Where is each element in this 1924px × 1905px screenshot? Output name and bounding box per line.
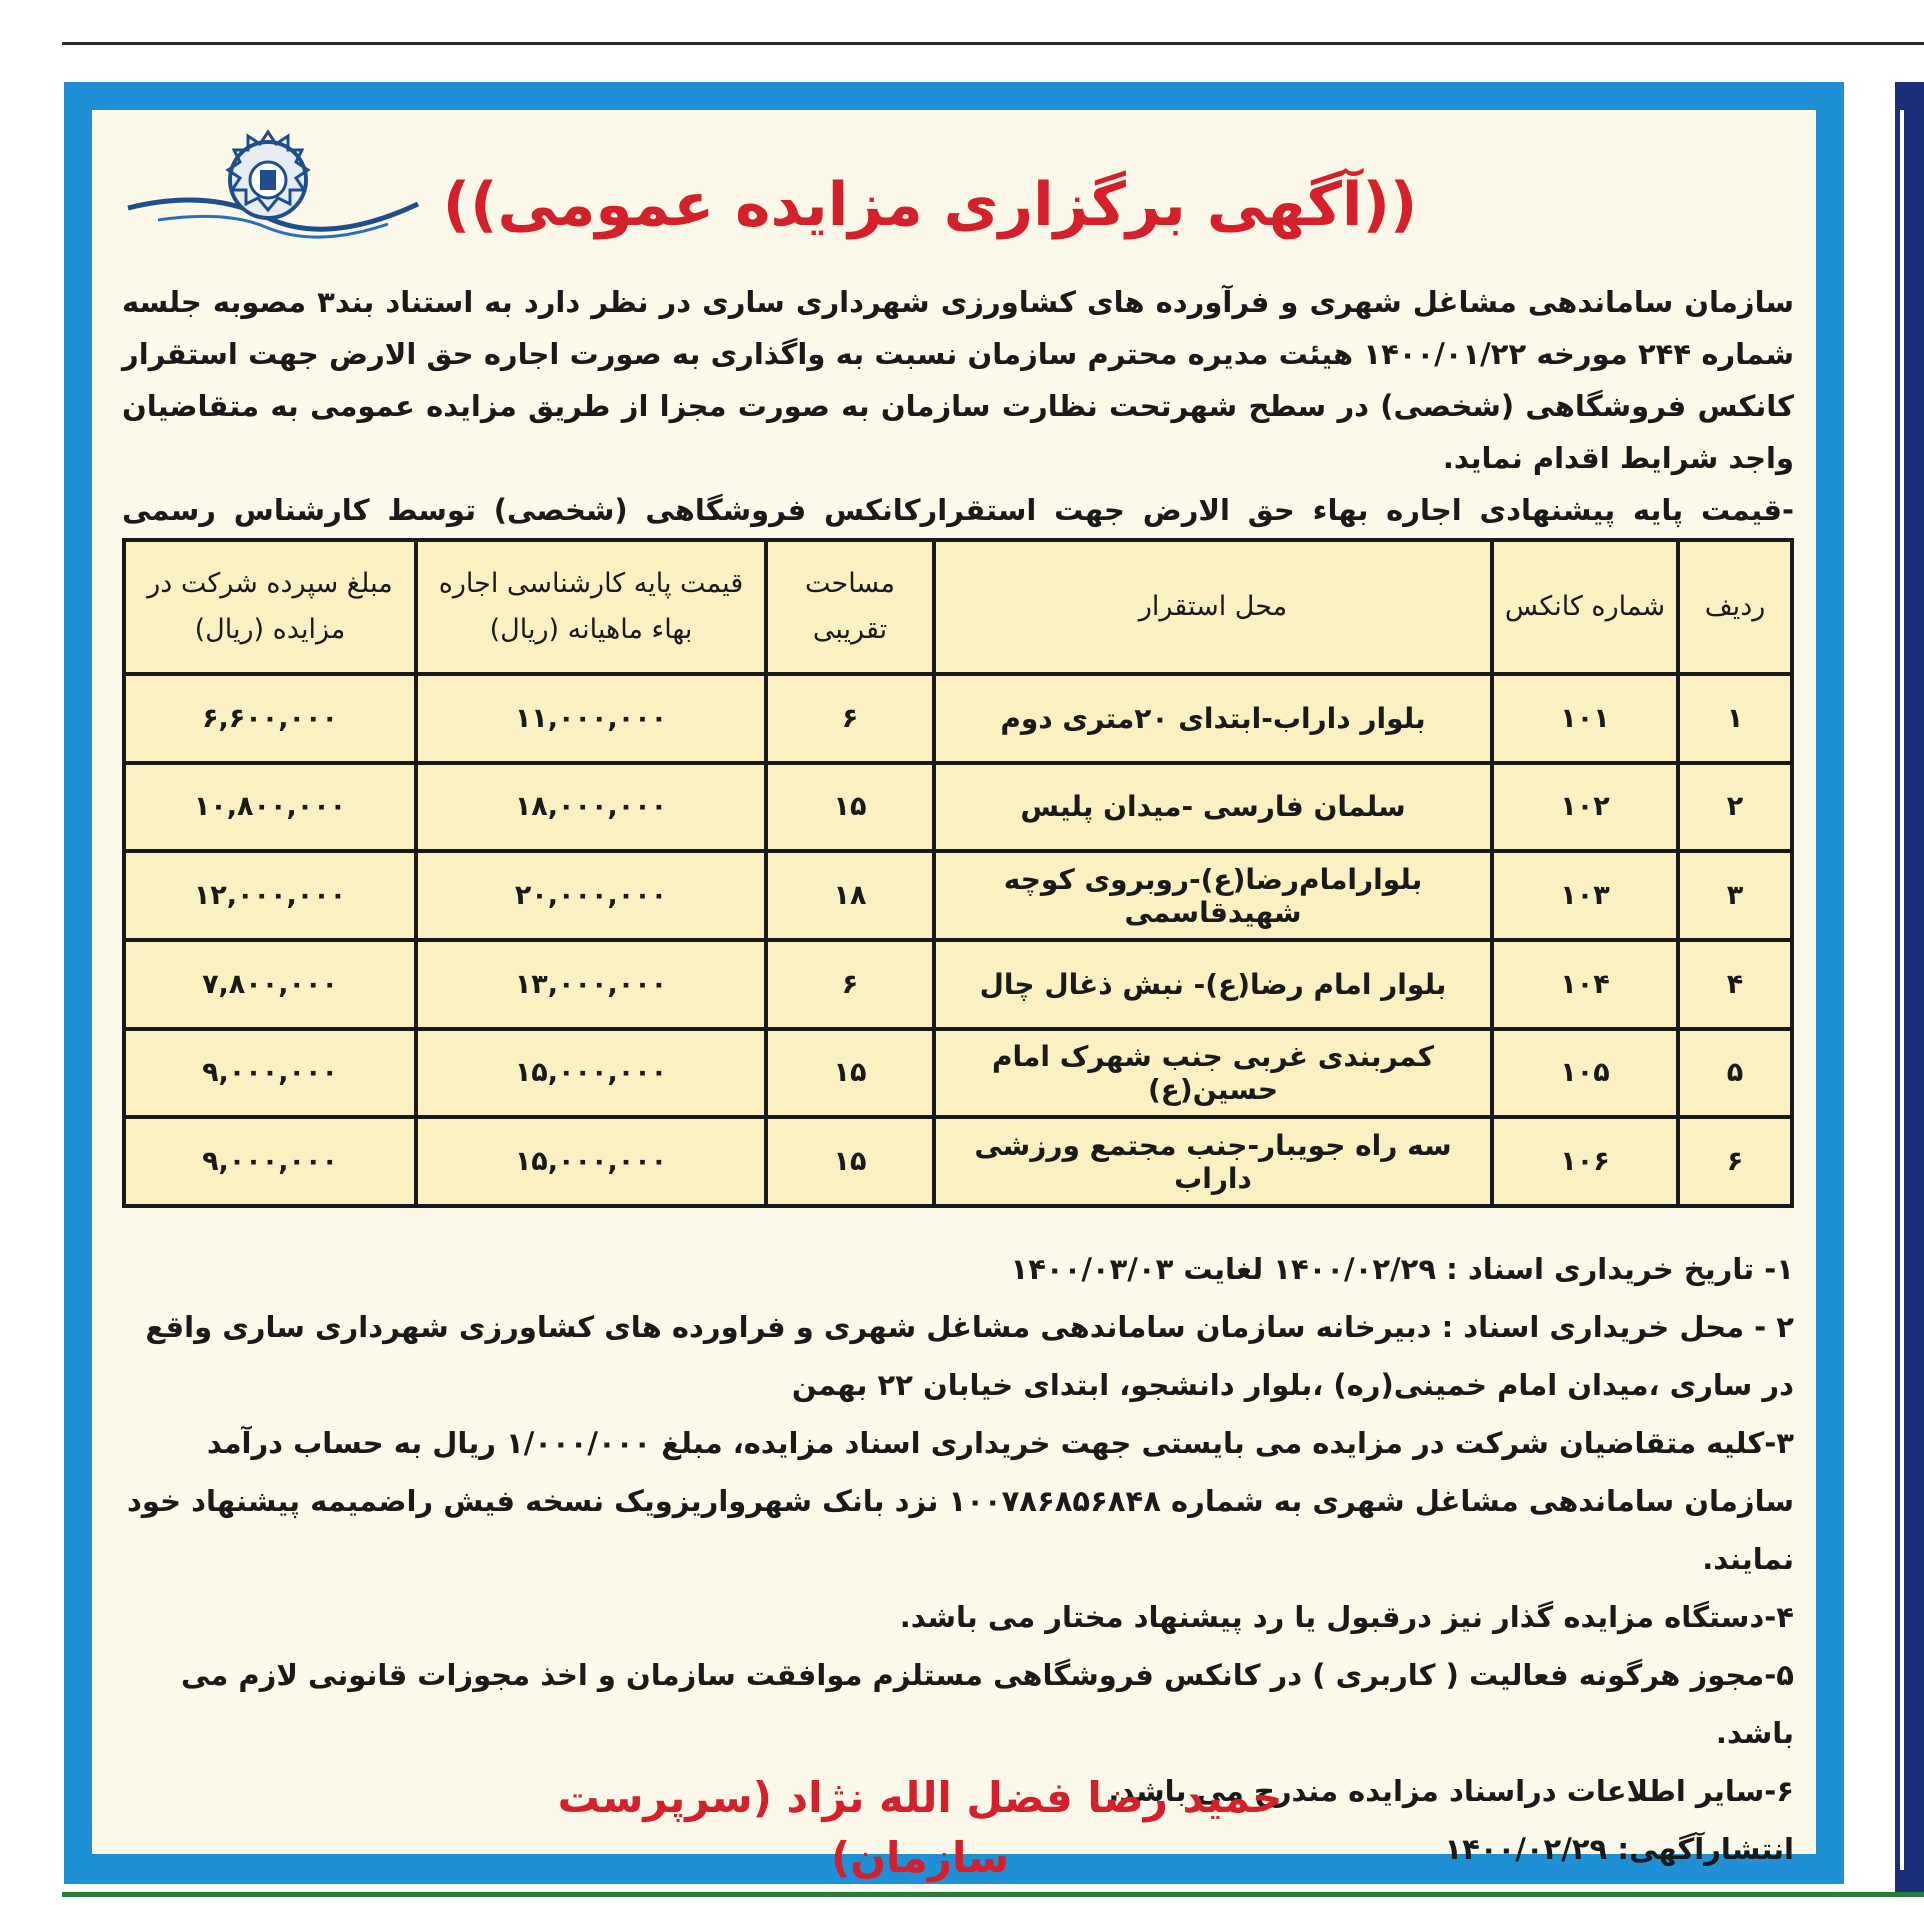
top-rule [62, 42, 1924, 45]
condition-item: ۱- تاریخ خریداری اسناد : ۱۴۰۰/۰۲/۲۹ لغایت ۱۴۰۰/۰۳/۰۳ [1010, 1252, 1794, 1286]
header-location: محل استقرار [934, 540, 1492, 674]
cell-deposit: ۱۰,۸۰۰,۰۰۰ [124, 763, 416, 852]
intro-paragraph: سازمان ساماندهی مشاغل شهری و فرآورده های کشاورزی شهرداری ساری در نظر دارد به استناد بند۳ مصوبه جلسه شماره ۲۴۴ مورخه ۱۴۰۰/۰۱/۲۲ هیئت مدیره محترم سازمان نسبت به واگذاری به صورت اجاره حق الارض جهت استقرار کانکس فروشگاهی (شخصی) در سطح شهرتحت نظارت سازمان به صورت مجزا از طریق مزایده عمومی به متقاضیان واجد شرایط اقدام نماید. [122, 285, 1794, 475]
table-row [124, 1029, 1792, 1118]
header-deposit: مبلغ سپرده شرکت در مزایده (ریال) [124, 540, 416, 674]
cell-row-no: ۵ [1678, 1029, 1792, 1118]
cell-deposit: ۷,۸۰۰,۰۰۰ [124, 940, 416, 1029]
condition-item: ۴-دستگاه مزایده گذار نیز درقبول یا رد پیشنهاد مختار می باشد. [899, 1600, 1794, 1634]
cell-row-no: ۶ [1678, 1117, 1792, 1206]
publish-date: انتشارآگهی: ۱۴۰۰/۰۲/۲۹ [1444, 1832, 1794, 1866]
cell-area: ۱۵ [766, 1117, 934, 1206]
municipality-emblem-icon [118, 128, 428, 258]
header-kiosk-no: شماره کانکس [1492, 540, 1678, 674]
table-row [124, 674, 1792, 763]
cell-location: سه راه جویبار-جنب مجتمع ورزشی داراب [934, 1117, 1492, 1206]
bottom-rule [62, 1892, 1924, 1897]
cell-area: ۱۵ [766, 1029, 934, 1118]
cell-base-price: ۱۵,۰۰۰,۰۰۰ [416, 1029, 766, 1118]
cell-kiosk-no: ۱۰۲ [1492, 763, 1678, 852]
cell-row-no: ۱ [1678, 674, 1792, 763]
cell-location: بلوار امام رضا(ع)- نبش ذغال چال [934, 940, 1492, 1029]
cell-area: ۱۵ [766, 763, 934, 852]
cell-base-price: ۱۱,۰۰۰,۰۰۰ [416, 674, 766, 763]
cell-location: کمربندی غربی جنب شهرک امام حسین(ع) [934, 1029, 1492, 1118]
cell-area: ۶ [766, 674, 934, 763]
cell-kiosk-no: ۱۰۴ [1492, 940, 1678, 1029]
cell-base-price: ۱۸,۰۰۰,۰۰۰ [416, 763, 766, 852]
cell-location: سلمان فارسی -میدان پلیس [934, 763, 1492, 852]
cell-base-price: ۱۳,۰۰۰,۰۰۰ [416, 940, 766, 1029]
cell-row-no: ۲ [1678, 763, 1792, 852]
table-row [124, 1117, 1792, 1206]
table-row [124, 851, 1792, 940]
cell-kiosk-no: ۱۰۵ [1492, 1029, 1678, 1118]
cell-deposit: ۹,۰۰۰,۰۰۰ [124, 1117, 416, 1206]
cell-deposit: ۹,۰۰۰,۰۰۰ [124, 1029, 416, 1118]
cell-row-no: ۴ [1678, 940, 1792, 1029]
header-base-price: قیمت پایه کارشناسی اجاره بهاء ماهیانه (ریال) [416, 540, 766, 674]
condition-item: ۵-مجوز هرگونه فعالیت ( کاربری ) در کانکس فروشگاهی مستلزم موافقت سازمان و اخذ مجوزات قانونی لازم می باشد. [181, 1658, 1794, 1750]
auction-table [122, 538, 1794, 1208]
cell-location: بلوارامام‌رضا(ع)-روبروی کوچه شهیدقاسمی [934, 851, 1492, 940]
condition-item: ۲ - محل خریداری اسناد : دبیرخانه سازمان ساماندهی مشاغل شهری و فراورده های کشاورزی شهرداری ساری واقع در ساری ،میدان امام خمینی(ره) ،بلوار دانشجو، ابتدای خیابان ۲۲ بهمن [145, 1310, 1794, 1402]
signature: حمید رضا فضل الله نژاد (سرپرست سازمان) [557, 1773, 1283, 1882]
cell-location: بلوار داراب-ابتدای ۲۰متری دوم [934, 674, 1492, 763]
header-row-no: ردیف [1678, 540, 1792, 674]
table-row [124, 940, 1792, 1029]
adjacent-column-divider [1900, 110, 1904, 1870]
cell-base-price: ۱۵,۰۰۰,۰۰۰ [416, 1117, 766, 1206]
cell-deposit: ۱۲,۰۰۰,۰۰۰ [124, 851, 416, 940]
table-header-row [124, 540, 1792, 674]
cell-area: ۶ [766, 940, 934, 1029]
cell-base-price: ۲۰,۰۰۰,۰۰۰ [416, 851, 766, 940]
cell-deposit: ۶,۶۰۰,۰۰۰ [124, 674, 416, 763]
header-area: مساحت تقریبی [766, 540, 934, 674]
table-row [124, 763, 1792, 852]
cell-row-no: ۳ [1678, 851, 1792, 940]
ad-title: ((آگهی برگزاری مزایده عمومی)) [442, 170, 1418, 240]
condition-item: ۶-سایر اطلاعات دراسناد مزایده مندرج می باشد. [1108, 1774, 1794, 1808]
cell-kiosk-no: ۱۰۶ [1492, 1117, 1678, 1206]
condition-item: ۳-کلیه متقاضیان شرکت در مزایده می بایستی جهت خریداری اسناد مزایده، مبلغ ۱/۰۰۰/۰۰۰ ریال به حساب درآمد سازمان ساماندهی مشاغل شهری به شماره ۱۰۰۷۸۶۸۵۶۸۴۸ نزد بانک شهرواریزویک نسخه فیش راضمیمه پیشنهاد خود نمایند. [127, 1426, 1794, 1576]
cell-kiosk-no: ۱۰۳ [1492, 851, 1678, 940]
cell-kiosk-no: ۱۰۱ [1492, 674, 1678, 763]
cell-area: ۱۸ [766, 851, 934, 940]
price-line: -قیمت پایه پیشنهادی اجاره بهاء حق الارض جهت استقرارکانکس فروشگاهی (شخصی) توسط کارشناس رسمی [122, 493, 1794, 527]
